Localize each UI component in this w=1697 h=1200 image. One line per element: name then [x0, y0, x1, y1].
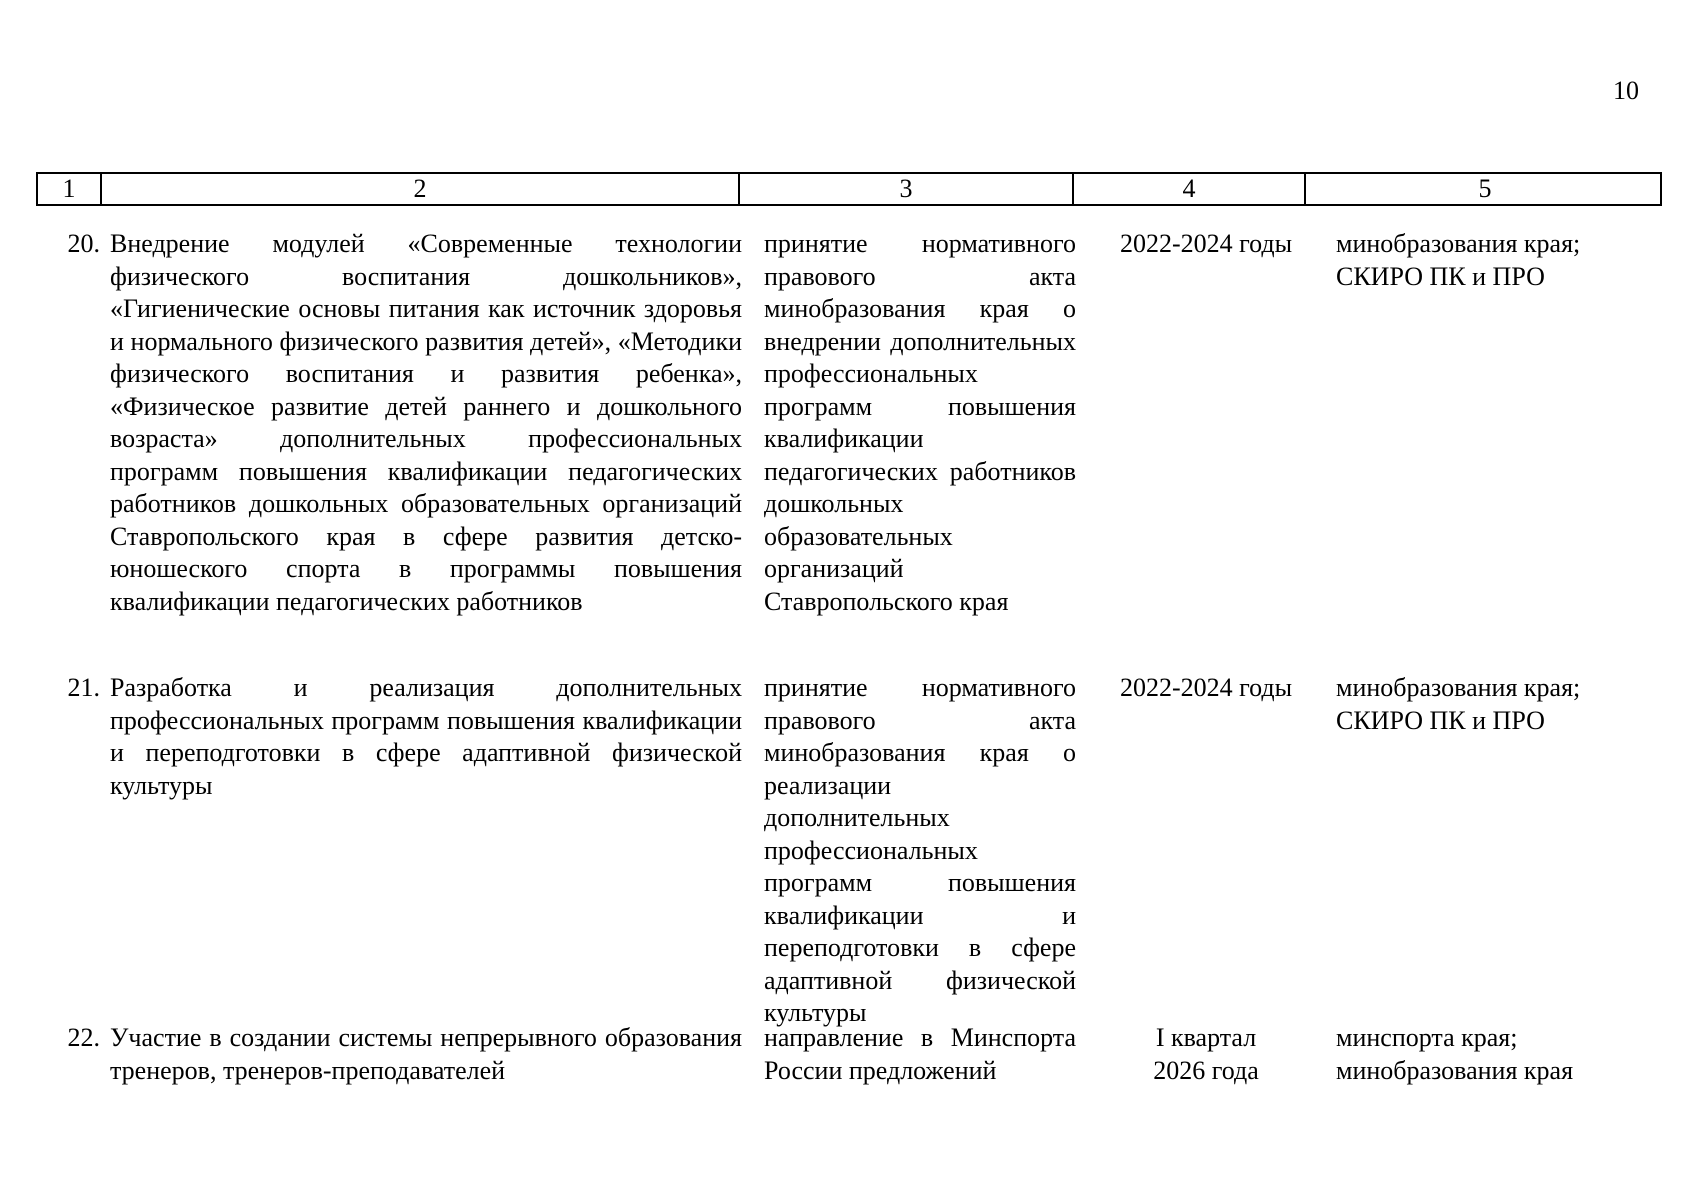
table-row	[36, 228, 1662, 672]
expected-result: принятие нормативного правового акта минобразования края о внедрении дополнительных профессиональных программ повышения квалификации педагогических работников дошкольных образовательных организаций Ставропольского края	[764, 229, 1076, 616]
table-body	[36, 228, 1662, 1102]
column-header-2: 2	[100, 174, 738, 204]
row-number: 20.	[67, 229, 100, 258]
period: I квартал 2026 года	[1153, 1023, 1259, 1085]
expected-result: принятие нормативного правового акта минобразования края о реализации дополнительных профессиональных программ повышения квалификации и переподготовки в сфере адаптивной физической культуры	[764, 673, 1076, 1027]
column-header-row	[36, 172, 1662, 206]
row-number: 21.	[67, 673, 100, 702]
column-header-4: 4	[1072, 174, 1304, 204]
measure-text: Разработка и реализация дополнительных профессиональных программ повышения квалификации и переподготовки в сфере адаптивной физической культуры	[110, 673, 742, 800]
responsible: минобразования края; СКИРО ПК и ПРО	[1336, 229, 1581, 291]
period: 2022-2024 годы	[1119, 229, 1293, 258]
page-number: 10	[1613, 76, 1639, 105]
measure-text: Внедрение модулей «Современные технологии физического воспитания дошкольников», «Гигиенические основы питания как источник здоровья и нормального физического развития детей», «Методики физического воспитания и развития ребенка», «Физическое развитие детей раннего и дошкольного возраста» дополнительных профессиональных программ повышения квалификации педагогических работников дошкольных образовательных организаций Ставропольского края в сфере развития детско-юношеского спорта в программы повышения квалификации педагогических работников	[110, 229, 742, 616]
table-row	[36, 672, 1662, 1027]
expected-result: направление в Минспорта России предложений	[764, 1023, 1076, 1085]
row-number: 22.	[67, 1023, 100, 1052]
measure-text: Участие в создании системы непрерывного образования тренеров, тренеров-преподавателей	[110, 1023, 742, 1085]
responsible: минобразования края; СКИРО ПК и ПРО	[1336, 673, 1581, 735]
table-row	[36, 1022, 1662, 1102]
column-header-3: 3	[738, 174, 1072, 204]
period: 2022-2024 годы	[1119, 673, 1293, 702]
responsible: минспорта края; минобразования края	[1336, 1023, 1574, 1085]
column-header-1: 1	[62, 174, 76, 203]
column-header-5: 5	[1304, 174, 1664, 204]
